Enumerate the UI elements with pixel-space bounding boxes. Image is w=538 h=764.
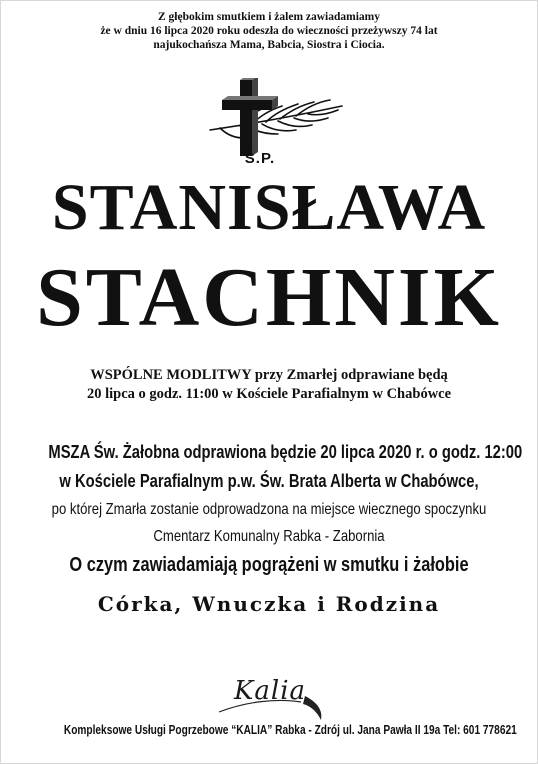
sp-prefix: Ś.P. [244, 150, 276, 167]
mass-line-1: MSZA Św. Żałobna odprawiona będzie 20 lipca 2020 r. o godz. 12:00 [48, 442, 523, 462]
deceased-last-name: STACHNIK [36, 251, 502, 344]
prayer-line-1: WSPÓLNE MODLITWY przy Zmarłej odprawiane będą [90, 367, 448, 383]
announcement-text [0, 10, 538, 52]
funeral-home-footer [0, 722, 538, 737]
announcement-line-3: najukochańsza Mama, Babcia, Siostra i Ciocia. [153, 39, 385, 51]
prayer-line-2: 20 lipca o godz. 11:00 w Kościele Parafialnym w Chabówce [86, 386, 452, 402]
announcement-line-1: Z głębokim smutkiem i żalem zawiadamiamy [158, 11, 380, 23]
mass-line-5: O czym zawiadamiają pogrążeni w smutku i żałobie [69, 554, 469, 576]
kalia-logo-text: Kalia [233, 676, 307, 706]
mass-line-3: po której Zmarła zostanie odprowadzona na miejsce wiecznego spoczynku [51, 501, 487, 518]
prayer-info [0, 366, 538, 404]
mass-line-4: Cmentarz Komunalny Rabka - Zabornia [153, 528, 385, 545]
footer-text: Kompleksowe Usługi Pogrzebowe “KALIA” Rabka - Zdrój ul. Jana Pawła II 19a Tel: 601 778621 [63, 722, 517, 737]
mass-info [0, 438, 538, 580]
mourners-names: Córka, Wnuczka i Rodzina [97, 592, 441, 616]
kalia-logo [205, 672, 335, 724]
announcement-line-2: że w dniu 16 lipca 2020 roku odeszła do wieczności przeżywszy 74 lat [100, 25, 438, 37]
mass-line-2: w Kościele Parafialnym p.w. Św. Brata Alberta w Chabówce, [59, 471, 479, 491]
deceased-first-name: STANISŁAWA [51, 171, 487, 244]
